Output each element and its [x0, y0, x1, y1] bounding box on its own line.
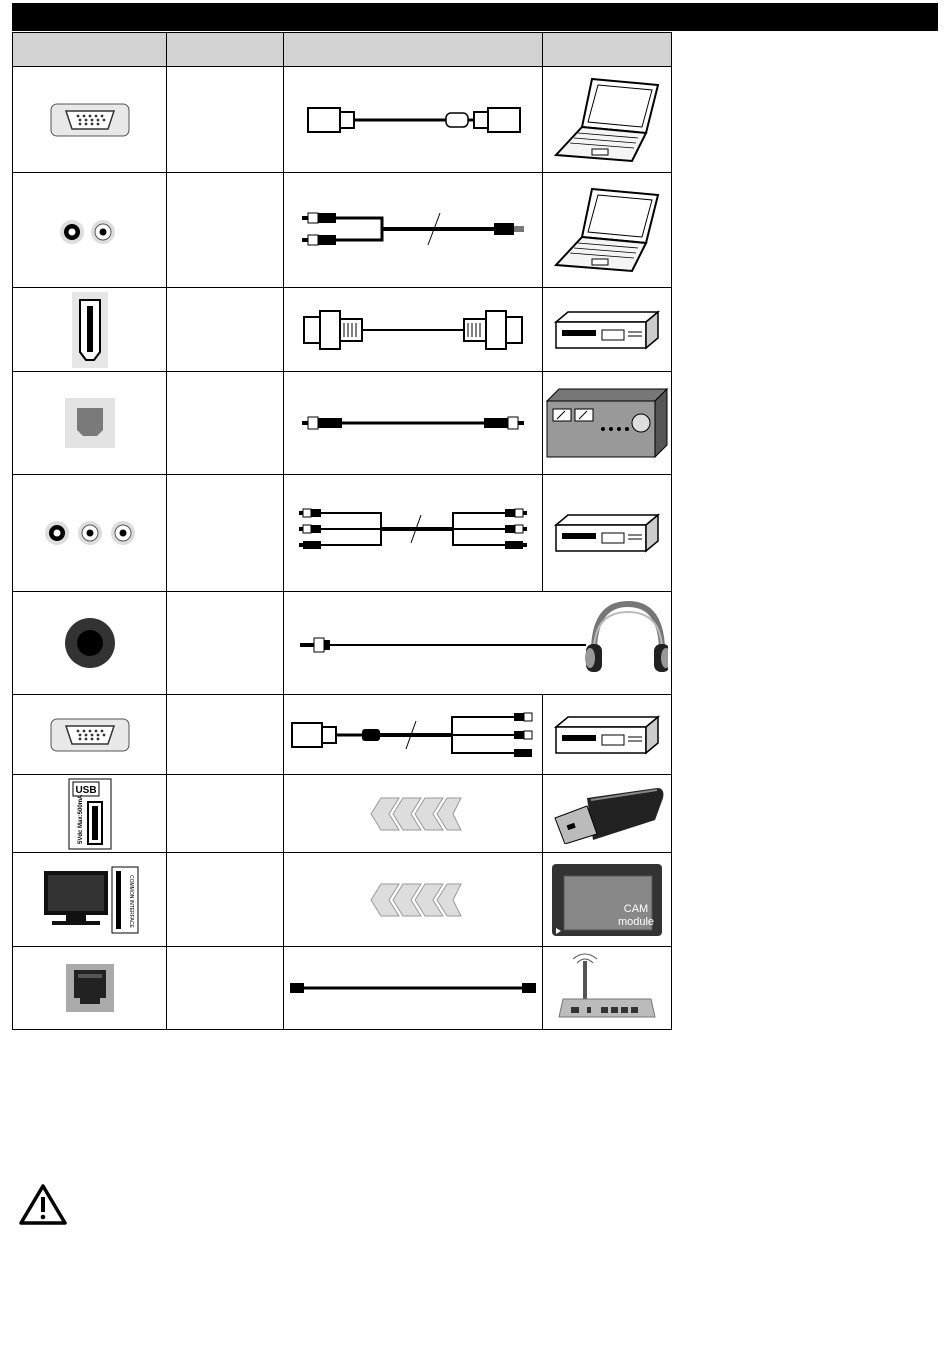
- usb-stick-icon: [543, 775, 672, 853]
- cam-module-icon: [543, 853, 672, 947]
- table-header-row: [13, 33, 672, 67]
- usb-direction-arrows-icon: [284, 775, 543, 853]
- ci-side-label: COMMON INTERFACE: [127, 874, 134, 928]
- laptop-icon: [543, 67, 672, 173]
- header-cell-connector: [13, 33, 167, 67]
- headphone-cable-icon: [284, 592, 672, 695]
- table-row: [13, 475, 672, 592]
- av-port-icon: [13, 475, 167, 592]
- player-icon: [543, 695, 672, 775]
- hdmi-port-icon: [13, 288, 167, 372]
- optical-cable-icon: [284, 372, 543, 475]
- table-row: [13, 853, 672, 947]
- cam-sublabel: module: [617, 915, 655, 928]
- vga-port-icon: [13, 67, 167, 173]
- hdmi-cable-icon: [284, 288, 543, 372]
- table-row: [13, 173, 672, 288]
- audio-cable-icon: [284, 173, 543, 288]
- ethernet-cable-icon: [284, 947, 543, 1030]
- usb-badge: USB: [74, 784, 97, 796]
- spdif-port-icon: [13, 372, 167, 475]
- header-cell-type: [167, 33, 284, 67]
- amplifier-icon: [543, 372, 672, 475]
- player-icon: [543, 475, 672, 592]
- audio-in-port-icon: [13, 173, 167, 288]
- table-row: [13, 67, 672, 173]
- table-row: [13, 372, 672, 475]
- warning-icon: [18, 1183, 68, 1227]
- header-cell-cables: [284, 33, 543, 67]
- header-bar: [12, 3, 938, 31]
- table-row: [13, 947, 672, 1030]
- av-cable-icon: [284, 475, 543, 592]
- table-row: [13, 695, 672, 775]
- usb-power-label: 5Vdc Max:500mA: [77, 794, 84, 844]
- router-icon: [543, 947, 672, 1030]
- usb-port-icon: [13, 775, 167, 853]
- table-row: [13, 775, 672, 853]
- headphone-port-icon: [13, 592, 167, 695]
- ci-slot-icon: [13, 853, 167, 947]
- laptop-icon: [543, 173, 672, 288]
- vga-cable-icon: [284, 67, 543, 173]
- ypbpr-cable-icon: [284, 695, 543, 775]
- connection-table: [12, 32, 672, 1030]
- table-row: [13, 592, 672, 695]
- table-row: [13, 288, 672, 372]
- ci-direction-arrows-icon: [284, 853, 543, 947]
- ethernet-port-icon: [13, 947, 167, 1030]
- cam-label: CAM: [623, 902, 649, 915]
- player-icon: [543, 288, 672, 372]
- header-cell-device: [543, 33, 672, 67]
- ypbpr-vga-port-icon: [13, 695, 167, 775]
